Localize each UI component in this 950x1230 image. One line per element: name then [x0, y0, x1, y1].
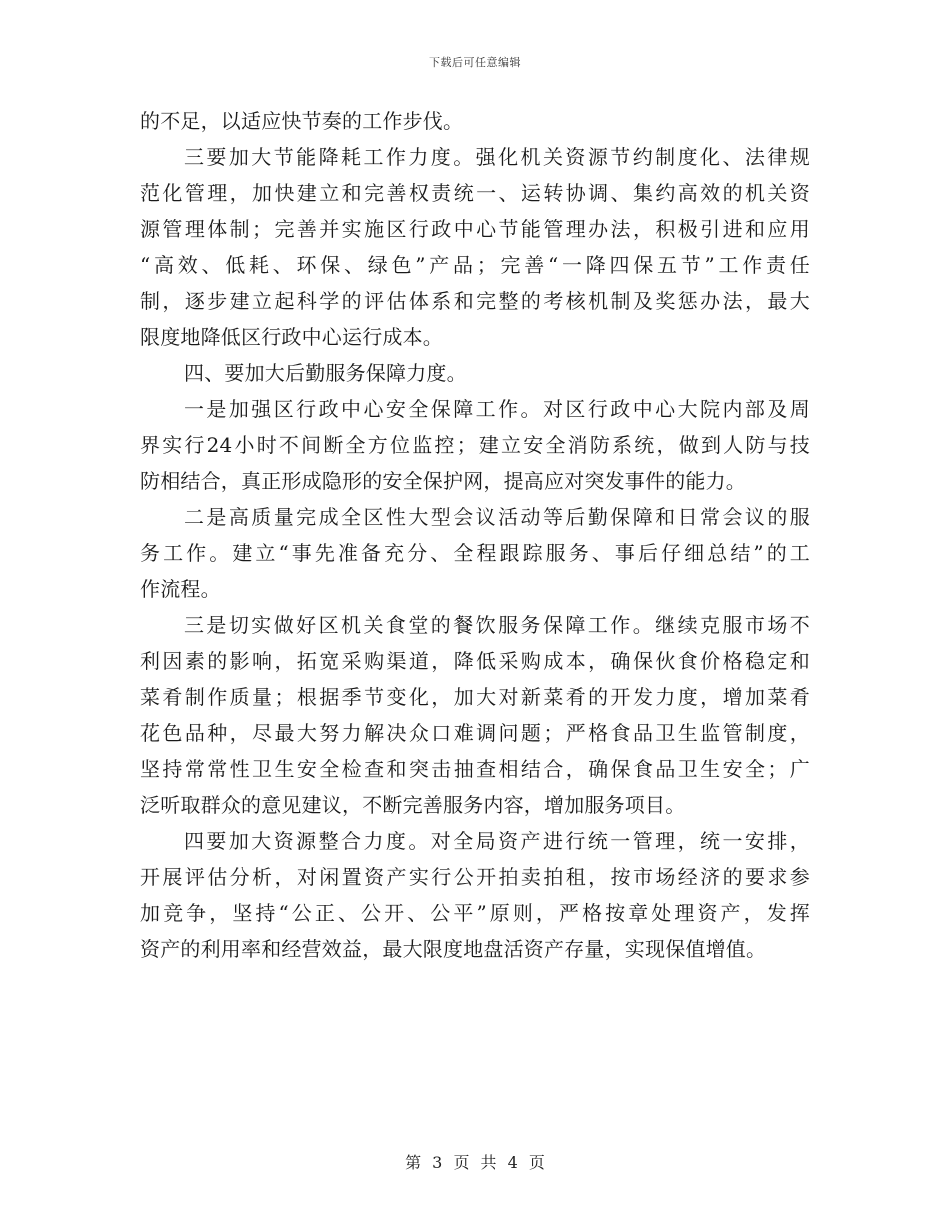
text-line: 制，逐步建立起科学的评估体系和完整的考核机制及奖惩办法，最大	[140, 289, 810, 313]
text-line: 界实行24小时不间断全方位监控；建立安全消防系统，做到人防与技	[140, 433, 810, 457]
text-line: 利因素的影响，拓宽采购渠道，降低采购成本，确保伙食价格稳定和	[140, 649, 810, 673]
paragraph-first-line: 二是高质量完成全区性大型会议活动等后勤保障和日常会议的服	[184, 505, 810, 529]
paragraph-first-line: 三是切实做好区机关食堂的餐饮服务保障工作。继续克服市场不	[184, 613, 810, 637]
text-line: 加竞争，坚持“公正、公开、公平”原则，严格按章处理资产，发挥	[140, 901, 810, 925]
page-header: 下载后可任意编辑	[429, 56, 521, 69]
paragraph-first-line: 一是加强区行政中心安全保障工作。对区行政中心大院内部及周	[184, 397, 810, 421]
text-line: 的不足，以适应快节奏的工作步伐。	[140, 109, 464, 133]
text-line: “高效、低耗、环保、绿色”产品；完善“一降四保五节”工作责任	[140, 253, 810, 277]
text-line: 花色品种，尽最大努力解决众口难调问题；严格食品卫生监管制度，	[140, 721, 810, 745]
paragraph-first-line: 四要加大资源整合力度。对全局资产进行统一管理，统一安排，	[184, 829, 810, 853]
text-line: 务工作。建立“事先准备充分、全程跟踪服务、事后仔细总结”的工	[140, 541, 810, 565]
paragraph-first-line: 三要加大节能降耗工作力度。强化机关资源节约制度化、法律规	[184, 145, 810, 169]
text-line: 作流程。	[140, 577, 221, 601]
text-line: 限度地降低区行政中心运行成本。	[140, 325, 443, 349]
text-line: 菜肴制作质量；根据季节变化，加大对新菜肴的开发力度，增加菜肴	[140, 685, 810, 709]
page-number-footer: 第 3 页 共 4 页	[405, 1153, 545, 1172]
text-line: 泛听取群众的意见建议，不断完善服务内容，增加服务项目。	[140, 793, 686, 817]
text-line: 源管理体制；完善并实施区行政中心节能管理办法，积极引进和应用	[140, 217, 810, 241]
section-heading: 四、要加大后勤服务保障力度。	[184, 361, 467, 385]
text-line: 开展评估分析，对闲置资产实行公开拍卖拍租，按市场经济的要求参	[140, 865, 810, 889]
text-line: 资产的利用率和经营效益，最大限度地盘活资产存量，实现保值增值。	[140, 937, 767, 961]
text-line: 防相结合，真正形成隐形的安全保护网，提高应对突发事件的能力。	[140, 469, 746, 493]
document-body	[140, 103, 810, 967]
text-line: 范化管理，加快建立和完善权责统一、运转协调、集约高效的机关资	[140, 181, 810, 205]
text-line: 坚持常常性卫生安全检查和突击抽查相结合，确保食品卫生安全；广	[140, 757, 810, 781]
